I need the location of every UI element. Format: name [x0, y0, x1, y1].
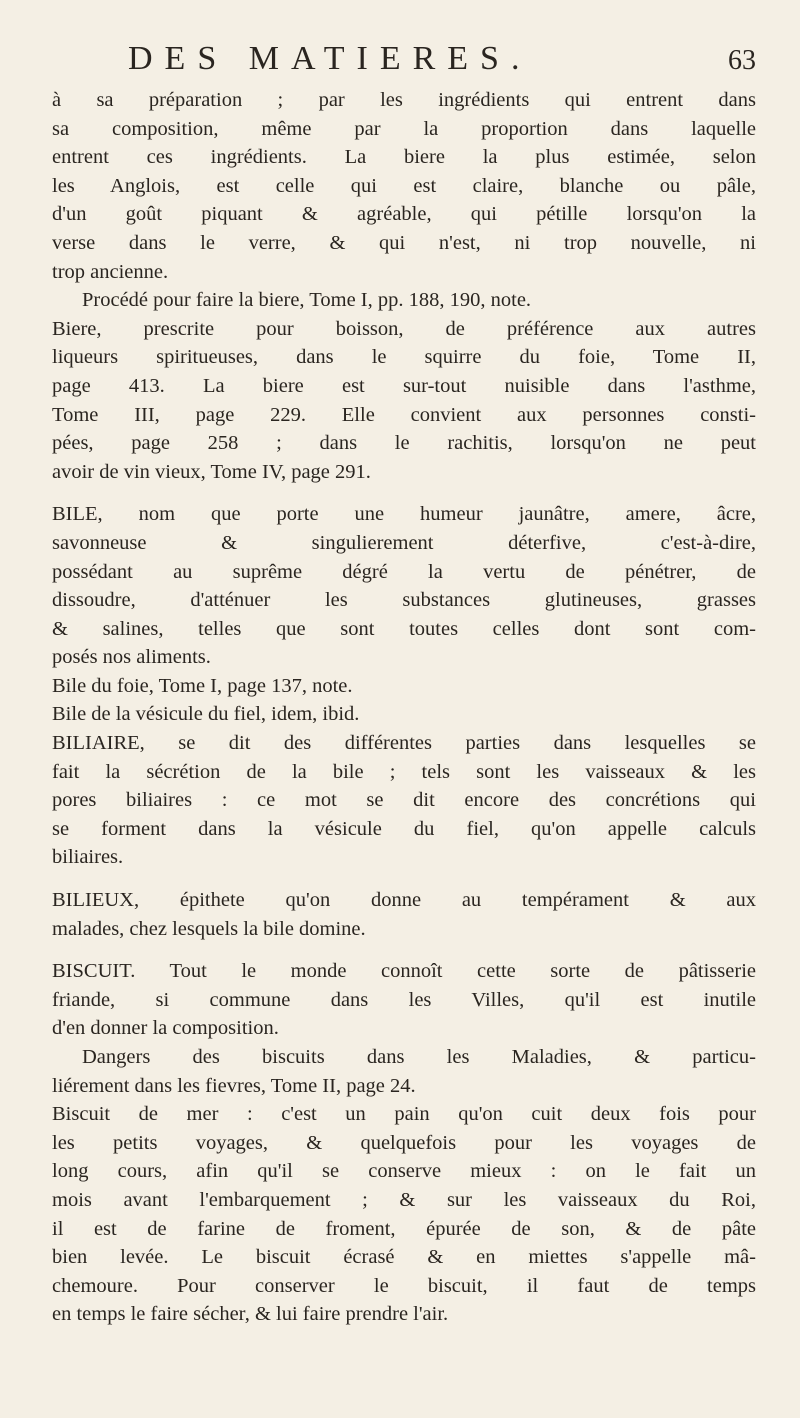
text-line: les petits voyages, & quelquefois pour les voyages de — [52, 1131, 756, 1154]
text-line: posés nos aliments. — [52, 646, 211, 669]
text-line: d'un goût piquant & agréable, qui pétille lorsqu'on la — [52, 203, 756, 226]
text-line: & salines, telles que sont toutes celles dont sont com- — [52, 617, 756, 640]
entry-gap — [52, 943, 756, 957]
running-head — [128, 40, 756, 78]
text-line: à sa préparation ; par les ingrédients qui entrent dans — [52, 89, 756, 111]
text-line: long cours, afin qu'il se conserve mieux : on le fait un — [52, 1160, 756, 1183]
text-line: sa composition, même par la proportion dans laquelle — [52, 117, 756, 140]
text-line: pores biliaires : ce mot se dit encore des concrétions qui — [52, 789, 756, 812]
text-line: pées, page 258 ; dans le rachitis, lorsqu'on ne peut — [52, 432, 756, 455]
entry-gap — [52, 486, 756, 500]
text-line: savonneuse & singulierement déterfive, c'est-à-dire, — [52, 531, 756, 554]
text-line: friande, si commune dans les Villes, qu'il est inutile — [52, 988, 756, 1011]
text-line: BISCUIT. Tout le monde connoît cette sorte de pâtisserie — [52, 960, 756, 983]
text-line: verse dans le verre, & qui n'est, ni trop nouvelle, ni — [52, 231, 756, 254]
text-line: liérement dans les fievres, Tome II, page 24. — [52, 1074, 416, 1097]
text-line: chemoure. Pour conserver le biscuit, il faut de temps — [52, 1274, 756, 1297]
text-line: Dangers des biscuits dans les Maladies, & particu- — [82, 1046, 756, 1068]
text-line: avoir de vin vieux, Tome IV, page 291. — [52, 460, 371, 483]
text-line: en temps le faire sécher, & lui faire prendre l'air. — [52, 1303, 449, 1326]
index-text — [52, 86, 756, 1329]
text-line: d'en donner la composition. — [52, 1017, 279, 1040]
text-line: Tome III, page 229. Elle convient aux personnes consti- — [52, 403, 756, 426]
text-line: Biscuit de mer : c'est un pain qu'on cuit deux fois pour — [52, 1103, 756, 1126]
text-line: BILE, nom que porte une humeur jaunâtre, amere, âcre, — [52, 503, 756, 526]
text-line: il est de farine de froment, épurée de son, & de pâte — [52, 1217, 756, 1240]
text-line: page 413. La biere est sur-tout nuisible dans l'asthme, — [52, 374, 756, 397]
text-line: biliaires. — [52, 846, 124, 869]
text-line: Bile de la vésicule du fiel, idem, ibid. — [52, 703, 360, 726]
text-line: mois avant l'embarquement ; & sur les vaisseaux du Roi, — [52, 1188, 756, 1211]
text-line: entrent ces ingrédients. La biere la plus estimée, selon — [52, 146, 756, 169]
text-line: Biere, prescrite pour boisson, de préférence aux autres — [52, 317, 756, 340]
text-line: bien levée. Le biscuit écrasé & en miettes s'appelle mâ- — [52, 1246, 756, 1269]
text-line: liqueurs spiritueuses, dans le squirre du foie, Tome II, — [52, 346, 756, 369]
entry-gap — [52, 872, 756, 886]
text-line: BILIEUX, épithete qu'on donne au tempérament & aux — [52, 889, 756, 912]
text-line: fait la sécrétion de la bile ; tels sont les vaisseaux & les — [52, 760, 756, 783]
text-line: possédant au suprême dégré la vertu de pénétrer, de — [52, 560, 756, 583]
text-line: trop ancienne. — [52, 260, 169, 283]
page-number: 63 — [728, 45, 756, 76]
text-line: dissoudre, d'atténuer les substances glutineuses, grasses — [52, 589, 756, 612]
text-line: BILIAIRE, se dit des différentes parties dans lesquelles se — [52, 732, 756, 755]
text-line: se forment dans la vésicule du fiel, qu'on appelle calculs — [52, 817, 756, 840]
running-title: DES MATIERES. — [128, 40, 532, 77]
text-line: Procédé pour faire la biere, Tome I, pp. 188, 190, note. — [82, 289, 532, 312]
text-line: malades, chez lesquels la bile domine. — [52, 917, 366, 940]
text-line: Bile du foie, Tome I, page 137, note. — [52, 674, 353, 697]
text-line: les Anglois, est celle qui est claire, blanche ou pâle, — [52, 174, 756, 197]
